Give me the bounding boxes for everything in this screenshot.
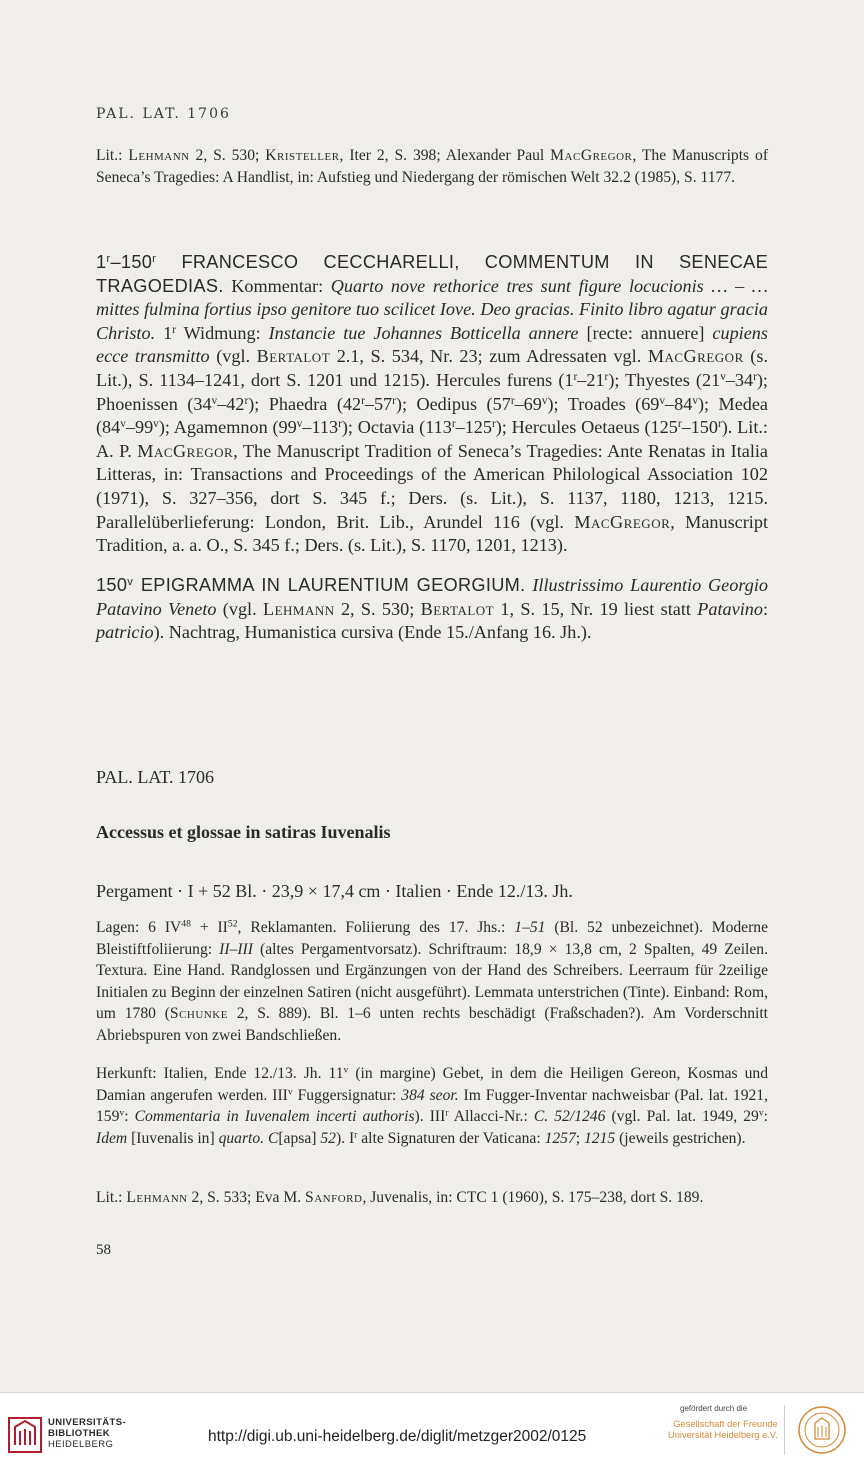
running-head: PAL. LAT. 1706	[96, 106, 231, 122]
physical-description: Pergament · I + 52 Bl. · 23,9 × 17,4 cm · Italien · Ende 12./13. Jh.	[96, 881, 573, 901]
library-logo-icon	[8, 1417, 42, 1453]
page-number: 58	[96, 1242, 111, 1258]
section-commentum: 1$^r$–150$^r$ FRANCESCO CECCHARELLI, COMMENTUM IN SENECAE TRAGOEDIAS. Kommentar: Quarto nove rethorice tres sunt figure locucionis … – … mittes fulmina fortius ipso genitore tuo scilicet Iove. Deo gracias. Finito libro agatur gracia Christo. 1$^r$ Widmung: Instancie tue Johannes Botticella annere [recte: annuere] cupiens ecce transmitto (vgl. Bertalot 2.1, S. 534, Nr. 23; zum Adressaten vgl. MacGregor (s. Lit.), S. 1134–1241, dort S. 1201 und 1215). Hercules furens (1$^r$–21$^r$); Thyestes (21$^v$–34$^r$); Phoenissen (34$^v$–42$^r$); Phaedra (42$^r$–57$^r$); Oedipus (57$^r$–69$^v$); Troades (69$^v$–84$^v$); Medea (84$^v$–99$^v$); Agamemnon (99$^v$–113$^r$); Octavia (113$^r$–125$^r$); Hercules Oetaeus (125$^r$–150$^r$). Lit.: A. P. MacGregor, The Manuscript Tradition of Seneca’s Tragedies: Ante Renatas in Italia Litteras, in: Transactions and Proceedings of the American Philological Association 102 (1971), S. 327–356, dort S. 345 f.; Ders. (s. Lit.), S. 1137, 1180, 1213, 1215. Parallelüberlieferung: London, Brit. Lib., Arundel 116 (vgl. MacGregor, Manuscript Tradition, a. a. O., S. 345 f.; Ders. (s. Lit.), S. 1170, 1201, 1213).	[96, 252, 769, 556]
permalink-url[interactable]: http://digi.ub.uni-heidelberg.de/diglit/metzger2002/0125	[208, 1428, 587, 1445]
society-seal-icon	[797, 1405, 847, 1455]
shelfmark: PAL. LAT. 1706	[96, 767, 215, 787]
section-epigramma-heading: 150$^v$ EPIGRAMMA IN LAURENTIUM GEORGIUM.	[96, 575, 526, 595]
funded-by-label: gefördert durch die	[680, 1404, 748, 1413]
footer-bar	[0, 1392, 864, 1467]
codicology-paragraph: Lagen: 6 $IV^{48} + II^{52}$, Reklamanten. Foliierung des 17. Jhs.: 1–51 (Bl. 52 unbezeichnet). Moderne Bleistiftfoliierung: II–III (altes Pergamentvorsatz). Schriftraum: 18,9 × 13,8 cm, 2 Spalten, 49 Zeilen. Textura. Eine Hand. Randglossen und Ergänzungen von der Hand des Schreibers. Leerraum für 2zeilige Initialen zu Beginn der einzelnen Satiren (nicht ausgeführt). Lemmata unterstrichen (Tinte). Einband: Rom, um 1780 (Schunke 2, S. 889). Bl. 1–6 unten rechts beschädigt (Fraßschaden?). Am Vorderschnitt Abriebspuren von zwei Bandschließen.	[96, 918, 769, 1044]
society-name: Gesellschaft der Freunde Universität Heidelberg e.V.	[668, 1419, 778, 1440]
lit-intro: Lit.: Lehmann 2, S. 530; Kristeller, Iter 2, S. 398; Alexander Paul MacGregor, The Manuscripts of Seneca’s Tragedies: A Handlist, in: Aufstieg und Niedergang der römischen Welt 32.2 (1985), S. 1177.	[96, 147, 769, 186]
literature-paragraph: Lit.: Lehmann 2, S. 533; Eva M. Sanford, Juvenalis, in: CTC 1 (1960), S. 175–238, dort S. 189.	[96, 1189, 704, 1206]
footer-divider	[784, 1405, 785, 1455]
manuscript-title: Accessus et glossae in satiras Iuvenalis	[96, 822, 391, 842]
section-epigramma: 150$^v$ EPIGRAMMA IN LAURENTIUM GEORGIUM. Illustrissimo Laurentio Georgio Patavino Veneto (vgl. Lehmann 2, S. 530; Bertalot 1, S. 15, Nr. 19 liest statt Patavino: patricio). Nachtrag, Humanistica cursiva (Ende 15./Anfang 16. Jh.).	[96, 575, 768, 643]
section-commentum-heading: 1$^r$–150$^r$ FRANCESCO CECCHARELLI, COMMENTUM IN SENECAE TRAGOEDIAS.	[96, 252, 768, 296]
provenance-paragraph: Herkunft: Italien, Ende 12./13. Jh. 11$^v$ (in margine) Gebet, in dem die Heiligen Gereon, Kosmas und Damian angerufen werden. III$^v$ Fuggersignatur: 384 seor. Im Fugger-Inventar nachweisbar (Pal. lat. 1921, 159$^v$: Commentaria in Iuvenalem incerti authoris). III$^r$ Allacci-Nr.: C. 52/1246 (vgl. Pal. lat. 1949, 29$^v$: Idem [Iuvenalis in] quarto. C[apsa] 52). $I^r$ alte Signaturen der Vaticana: 1257; 1215 (jeweils gestrichen).	[96, 1064, 769, 1147]
library-name: UNIVERSITÄTS- BIBLIOTHEK HEIDELBERG	[48, 1417, 127, 1450]
